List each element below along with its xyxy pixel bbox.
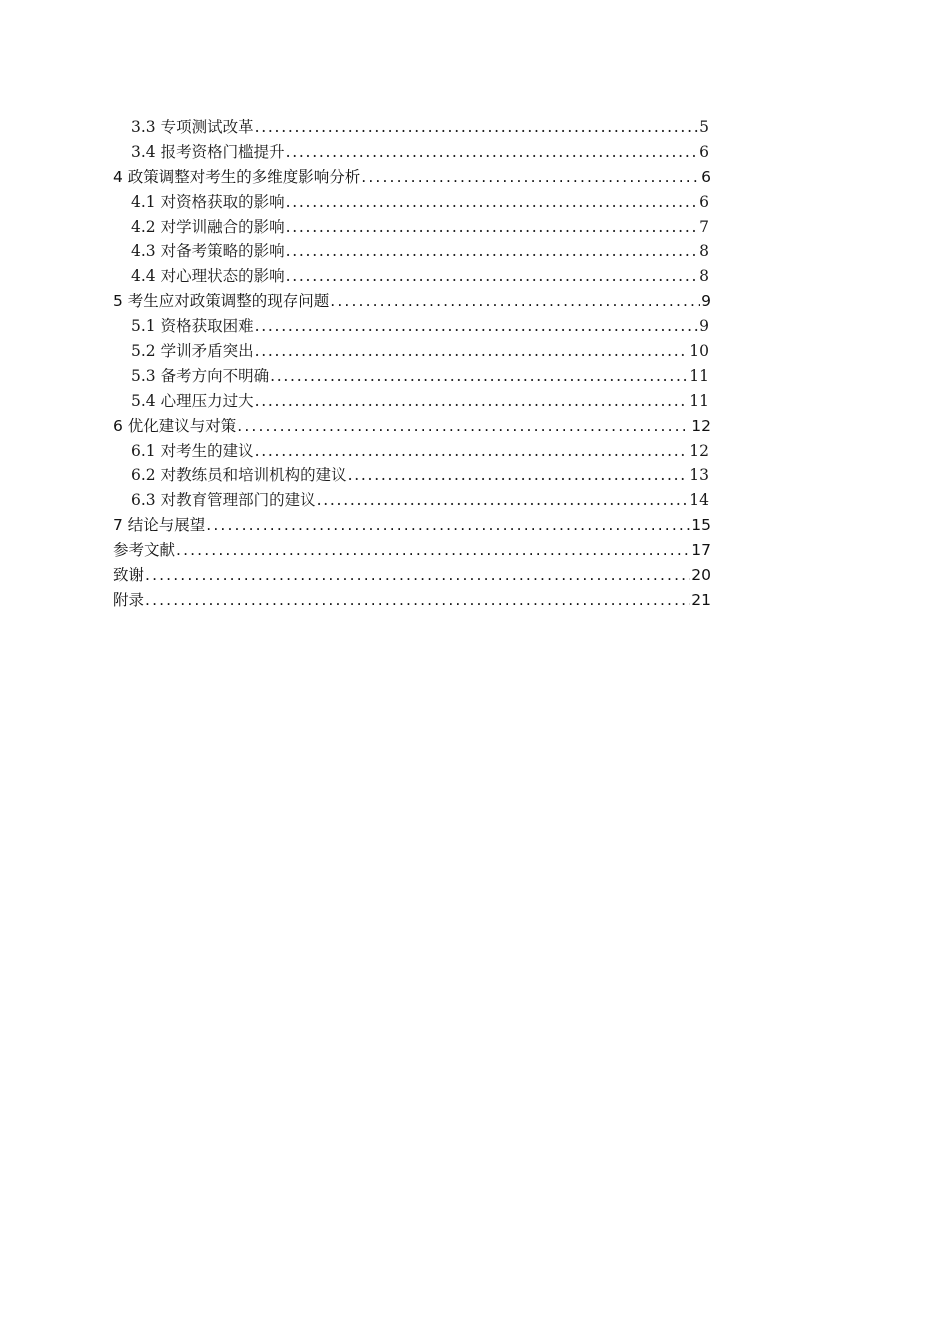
toc-dot-leader (206, 513, 690, 538)
toc-page-number: 8 (699, 242, 709, 261)
toc-entry-6-3[interactable] (113, 488, 711, 513)
toc-page-number: 10 (689, 342, 709, 360)
toc-page-number: 12 (691, 416, 711, 435)
toc-page-number: 8 (699, 267, 709, 286)
toc-entry-acknowledgements[interactable] (113, 563, 711, 588)
toc-entry-title: 致谢 (113, 566, 145, 585)
toc-entry-title: 5.3 备考方向不明确 (131, 366, 270, 385)
toc-entry-title: 3.4 报考资格门槛提升 (131, 142, 285, 161)
toc-entry-6-1[interactable] (113, 439, 711, 464)
table-of-contents (113, 115, 711, 613)
toc-page-number: 20 (691, 566, 711, 585)
toc-page-number: 12 (689, 441, 709, 460)
toc-entry-title: 3.3 专项测试改革 (131, 117, 254, 136)
toc-entry-title: 6 优化建议与对策 (113, 416, 237, 435)
toc-entry-chapter-4[interactable] (113, 165, 711, 190)
toc-page-number: 9 (701, 292, 711, 311)
toc-dot-leader (145, 563, 690, 588)
toc-dot-leader (361, 165, 700, 190)
toc-entry-appendix[interactable] (113, 588, 711, 613)
toc-entry-title: 参考文献 (113, 541, 176, 560)
toc-page-number: 15 (691, 516, 711, 535)
toc-entry-title: 附录 (113, 590, 145, 609)
toc-page-number: 9 (699, 317, 709, 336)
toc-entry-references[interactable] (113, 538, 711, 563)
toc-page-number: 13 (689, 466, 709, 485)
toc-dot-leader (286, 239, 699, 264)
toc-dot-leader (286, 215, 699, 240)
toc-dot-leader (317, 488, 689, 513)
toc-entry-4-3[interactable] (113, 239, 711, 264)
toc-entry-chapter-7[interactable] (113, 513, 711, 538)
toc-dot-leader (255, 314, 699, 339)
toc-dot-leader (330, 289, 700, 314)
toc-dot-leader (286, 264, 699, 289)
toc-entry-title: 6.3 对教育管理部门的建议 (131, 491, 316, 510)
toc-dot-leader (255, 439, 689, 464)
toc-entry-4-2[interactable] (113, 215, 711, 240)
toc-page-number: 6 (699, 142, 709, 161)
toc-dot-leader (255, 115, 699, 140)
toc-entry-5-3[interactable] (113, 364, 711, 389)
toc-entry-title: 4.3 对备考策略的影响 (131, 242, 285, 261)
toc-entry-chapter-5[interactable] (113, 289, 711, 314)
toc-page-number: 11 (689, 366, 709, 385)
toc-page-number: 5 (699, 117, 709, 136)
toc-dot-leader (145, 588, 690, 613)
toc-dot-leader (270, 364, 688, 389)
toc-page-number: 6 (701, 167, 711, 186)
toc-entry-title: 6.2 对教练员和培训机构的建议 (131, 466, 347, 485)
toc-entry-title: 5.1 资格获取困难 (131, 317, 254, 336)
toc-entry-6-2[interactable] (113, 463, 711, 488)
toc-dot-leader (286, 190, 699, 215)
toc-entry-3-3[interactable] (113, 115, 711, 140)
toc-page-number: 6 (699, 192, 709, 211)
toc-dot-leader (286, 140, 699, 165)
toc-entry-5-4[interactable] (113, 389, 711, 414)
toc-entry-4-4[interactable] (113, 264, 711, 289)
toc-entry-title: 6.1 对考生的建议 (131, 441, 254, 460)
toc-entry-title: 5.4 心理压力过大 (131, 391, 254, 410)
toc-entry-title: 7 结论与展望 (113, 516, 206, 535)
toc-entry-title: 4 政策调整对考生的多维度影响分析 (113, 167, 361, 186)
toc-page-number: 17 (691, 541, 711, 560)
toc-dot-leader (176, 538, 690, 563)
toc-page-number: 11 (689, 391, 709, 410)
toc-entry-5-2[interactable] (113, 339, 711, 364)
toc-entry-title: 5 考生应对政策调整的现存问题 (113, 292, 330, 311)
toc-entry-title: 4.2 对学训融合的影响 (131, 217, 285, 236)
toc-dot-leader (348, 463, 689, 488)
toc-page-number: 7 (699, 217, 709, 236)
toc-entry-4-1[interactable] (113, 190, 711, 215)
toc-dot-leader (255, 339, 689, 364)
toc-page-number: 14 (689, 491, 709, 510)
toc-entry-title: 4.1 对资格获取的影响 (131, 192, 285, 211)
toc-entry-3-4[interactable] (113, 140, 711, 165)
toc-page-number: 21 (691, 590, 711, 609)
toc-entry-title: 5.2 学训矛盾突出 (131, 342, 254, 360)
toc-dot-leader (255, 389, 689, 414)
toc-entry-title: 4.4 对心理状态的影响 (131, 267, 285, 286)
toc-entry-chapter-6[interactable] (113, 414, 711, 439)
toc-entry-5-1[interactable] (113, 314, 711, 339)
toc-dot-leader (237, 414, 690, 439)
